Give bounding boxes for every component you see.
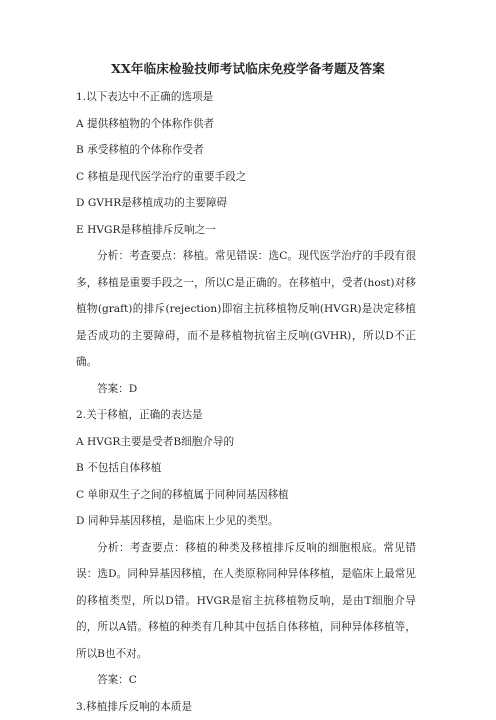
question-1-stem: 1.以下表达中不正确的选项是 <box>76 84 416 111</box>
question-1-option-c: C 移植是现代医学治疗的重要手段之 <box>76 164 416 191</box>
question-2-option-c: C 单卵双生子之间的移植属于同种同基因移植 <box>76 482 416 509</box>
question-3-stem: 3.移植排斥反响的本质是 <box>76 694 416 720</box>
question-1-analysis: 分析：考查要点：移植。常见错误：选C。现代医学治疗的手段有很多，移植是重要手段之一，所以C是正确的。在移植中，受者(host)对移植物(graft)的排斥(rejection)即宿主抗移植物反响(HVGR)是决定移植是否成功的主要障碍，而不是移植物抗宿主反响(GVHR)，所以D不正确。 <box>76 243 416 376</box>
question-1-option-d: D GVHR是移植成功的主要障碍 <box>76 190 416 217</box>
question-2-option-b: B 不包括自体移植 <box>76 455 416 482</box>
question-1-option-e: E HVGR是移植排斥反响之一 <box>76 217 416 244</box>
question-2-answer: 答案：C <box>76 667 416 694</box>
question-2-option-d: D 同种异基因移植，是临床上少见的类型。 <box>76 508 416 535</box>
question-1-option-a: A 提供移植物的个体称作供者 <box>76 111 416 138</box>
question-2-stem: 2.关于移植，正确的表达是 <box>76 402 416 429</box>
question-2-option-a: A HVGR主要是受者B细胞介导的 <box>76 429 416 456</box>
question-1-option-b: B 承受移植的个体称作受者 <box>76 137 416 164</box>
question-2-analysis: 分析：考查要点：移植的种类及移植排斥反响的细胞根底。常见错误：选D。同种异基因移植，在人类原称同种异体移植，是临床上最常见的移植类型，所以D错。HVGR是宿主抗移植物反响，是由T细胞介导的，所以A错。移植的种类有几种其中包括自体移植，同种异体移植等，所以B也不对。 <box>76 535 416 668</box>
document-title: XX年临床检验技师考试临床免疫学备考题及答案 <box>0 60 496 78</box>
document-body <box>76 84 416 720</box>
question-1-answer: 答案：D <box>76 376 416 403</box>
